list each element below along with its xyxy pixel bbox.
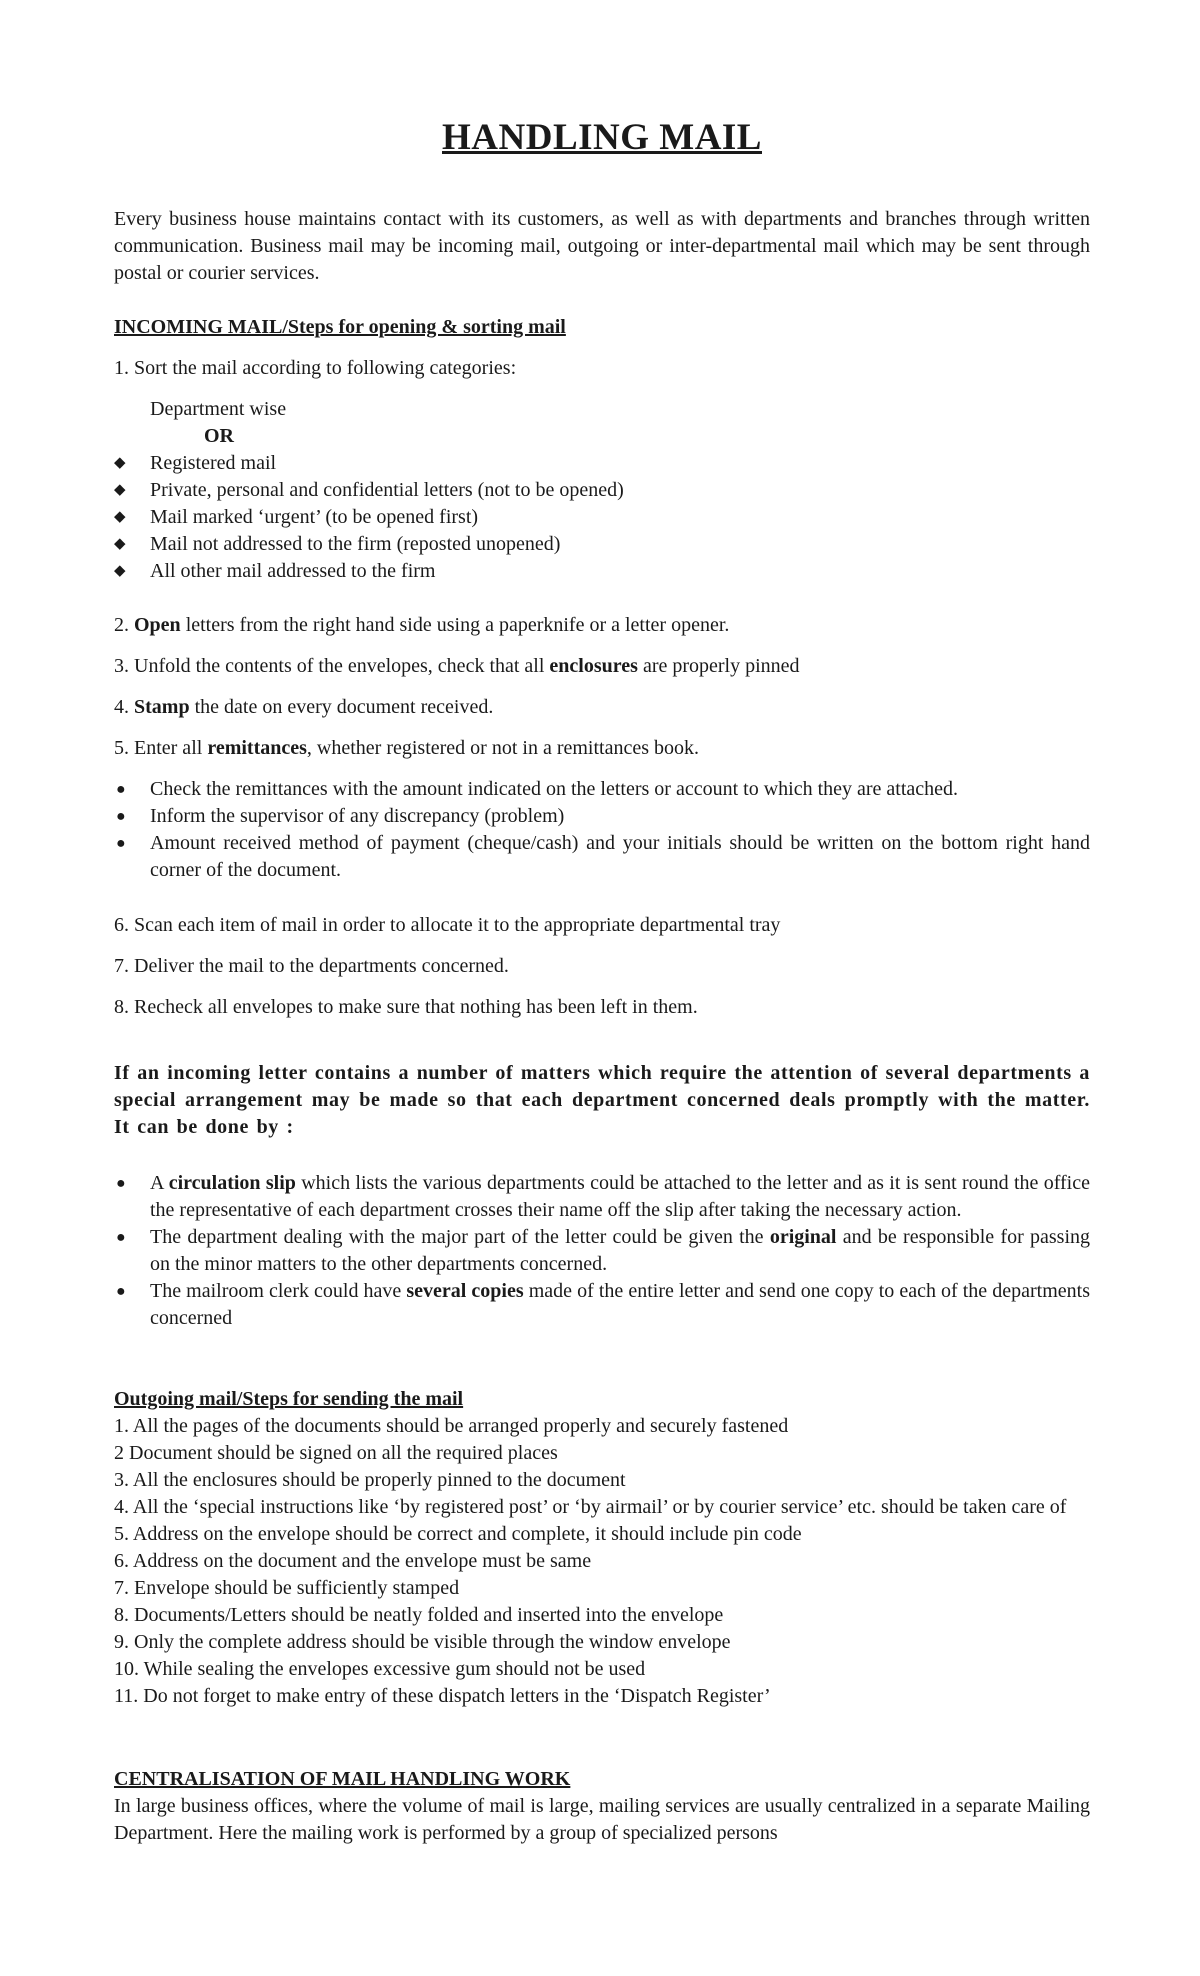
list-item: ◆ All other mail addressed to the firm [114, 558, 1090, 585]
list-item: ● Amount received method of payment (cheque/cash) and your initials should be written on the bottom right hand corner of the document. [116, 832, 1090, 881]
incoming-section [114, 314, 1090, 585]
incoming-step-6: 6. Scan each item of mail in order to allocate it to the appropriate departmental tray [114, 914, 781, 936]
category-list [114, 450, 1090, 585]
bullet-icon: ● [116, 1229, 126, 1246]
list-item: ● The mailroom clerk could have several copies made of the entire letter and send one copy to each of the departments concerned [116, 1280, 1091, 1329]
list-item: ● Inform the supervisor of any discrepancy (problem) [114, 803, 1090, 830]
outgoing-step: 7. Envelope should be sufficiently stamped [114, 1577, 460, 1599]
intro-paragraph: Every business house maintains contact with its customers, as well as with departments and branches through written communication. Business mail may be incoming mail, outgoing or inter-departmental mail which may be sent through postal or courier services. [114, 208, 1090, 284]
outgoing-section [114, 1386, 1090, 1710]
diamond-bullet-icon: ◆ [114, 509, 126, 525]
incoming-step-8: 8. Recheck all envelopes to make sure that nothing has been left in them. [114, 996, 698, 1018]
department-wise-label: Department wise [150, 398, 287, 420]
outgoing-step: 3. All the enclosures should be properly pinned to the document [114, 1469, 626, 1491]
bullet-icon: ● [116, 1283, 126, 1300]
outgoing-step: 8. Documents/Letters should be neatly folded and inserted into the envelope [114, 1604, 724, 1626]
list-item: ◆ Mail not addressed to the firm (reposted unopened) [114, 531, 1090, 558]
matters-paragraph: If an incoming letter contains a number of matters which require the attention of several departments a special arrangement may be made so that each department concerned deals promptly with the matter. It can be done by : [114, 1062, 1090, 1138]
outgoing-step: 1. All the pages of the documents should be arranged properly and securely fastened [114, 1415, 789, 1437]
diamond-bullet-icon: ◆ [114, 482, 126, 498]
list-item: ◆ Registered mail [114, 450, 1090, 477]
list-item: ◆ Private, personal and confidential letters (not to be opened) [114, 477, 1090, 504]
incoming-step-5: 5. Enter all remittances, whether registered or not in a remittances book. [114, 737, 699, 759]
centralisation-heading: CENTRALISATION OF MAIL HANDLING WORK [114, 1768, 571, 1790]
diamond-bullet-icon: ◆ [114, 536, 126, 552]
outgoing-step: 11. Do not forget to make entry of these dispatch letters in the ‘Dispatch Register’ [114, 1685, 771, 1707]
diamond-bullet-icon: ◆ [114, 455, 126, 471]
matters-list [114, 1170, 1090, 1332]
remittance-list [114, 776, 1090, 884]
incoming-step-1: 1. Sort the mail according to following categories: [114, 357, 517, 379]
bullet-icon: ● [116, 808, 126, 825]
outgoing-step: 4. All the ‘special instructions like ‘by registered post’ or ‘by airmail’ or by courier service’ etc. should be taken care of [114, 1496, 1067, 1518]
centralisation-paragraph: In large business offices, where the volume of mail is large, mailing services are usually centralized in a separate Mailing Department. Here the mailing work is performed by a group of specialized persons [114, 1795, 1090, 1844]
incoming-step-4: 4. Stamp the date on every document received. [114, 696, 494, 718]
outgoing-step: 2 Document should be signed on all the required places [114, 1442, 558, 1464]
list-item: ● Check the remittances with the amount indicated on the letters or account to which they are attached. [114, 776, 1090, 803]
list-item: ● The department dealing with the major part of the letter could be given the original and be responsible for passing on the minor matters to the other departments concerned. [116, 1226, 1091, 1275]
list-item: ● A circulation slip which lists the various departments could be attached to the letter and as it is sent round the office the representative of each department crosses their name off the slip after taking the necessary action. [116, 1172, 1090, 1221]
page-title: HANDLING MAIL [442, 117, 762, 158]
bullet-icon: ● [116, 781, 126, 798]
outgoing-step: 10. While sealing the envelopes excessive gum should not be used [114, 1658, 646, 1680]
bullet-icon: ● [116, 1175, 126, 1192]
incoming-step-3: 3. Unfold the contents of the envelopes, check that all enclosures are properly pinned [114, 655, 800, 677]
bullet-icon: ● [116, 835, 126, 852]
outgoing-step: 9. Only the complete address should be visible through the window envelope [114, 1631, 731, 1653]
centralisation-section [114, 1766, 1090, 1847]
or-label: OR [204, 425, 234, 447]
incoming-step-7: 7. Deliver the mail to the departments concerned. [114, 955, 509, 977]
diamond-bullet-icon: ◆ [114, 563, 126, 579]
incoming-step-2: 2. Open letters from the right hand side using a paperknife or a letter opener. [114, 614, 730, 636]
outgoing-step: 5. Address on the envelope should be correct and complete, it should include pin code [114, 1523, 802, 1545]
incoming-heading: INCOMING MAIL/Steps for opening & sorting mail [114, 316, 566, 338]
outgoing-step: 6. Address on the document and the envelope must be same [114, 1550, 592, 1572]
list-item: ◆ Mail marked ‘urgent’ (to be opened first) [114, 504, 1090, 531]
outgoing-heading: Outgoing mail/Steps for sending the mail [114, 1388, 464, 1410]
